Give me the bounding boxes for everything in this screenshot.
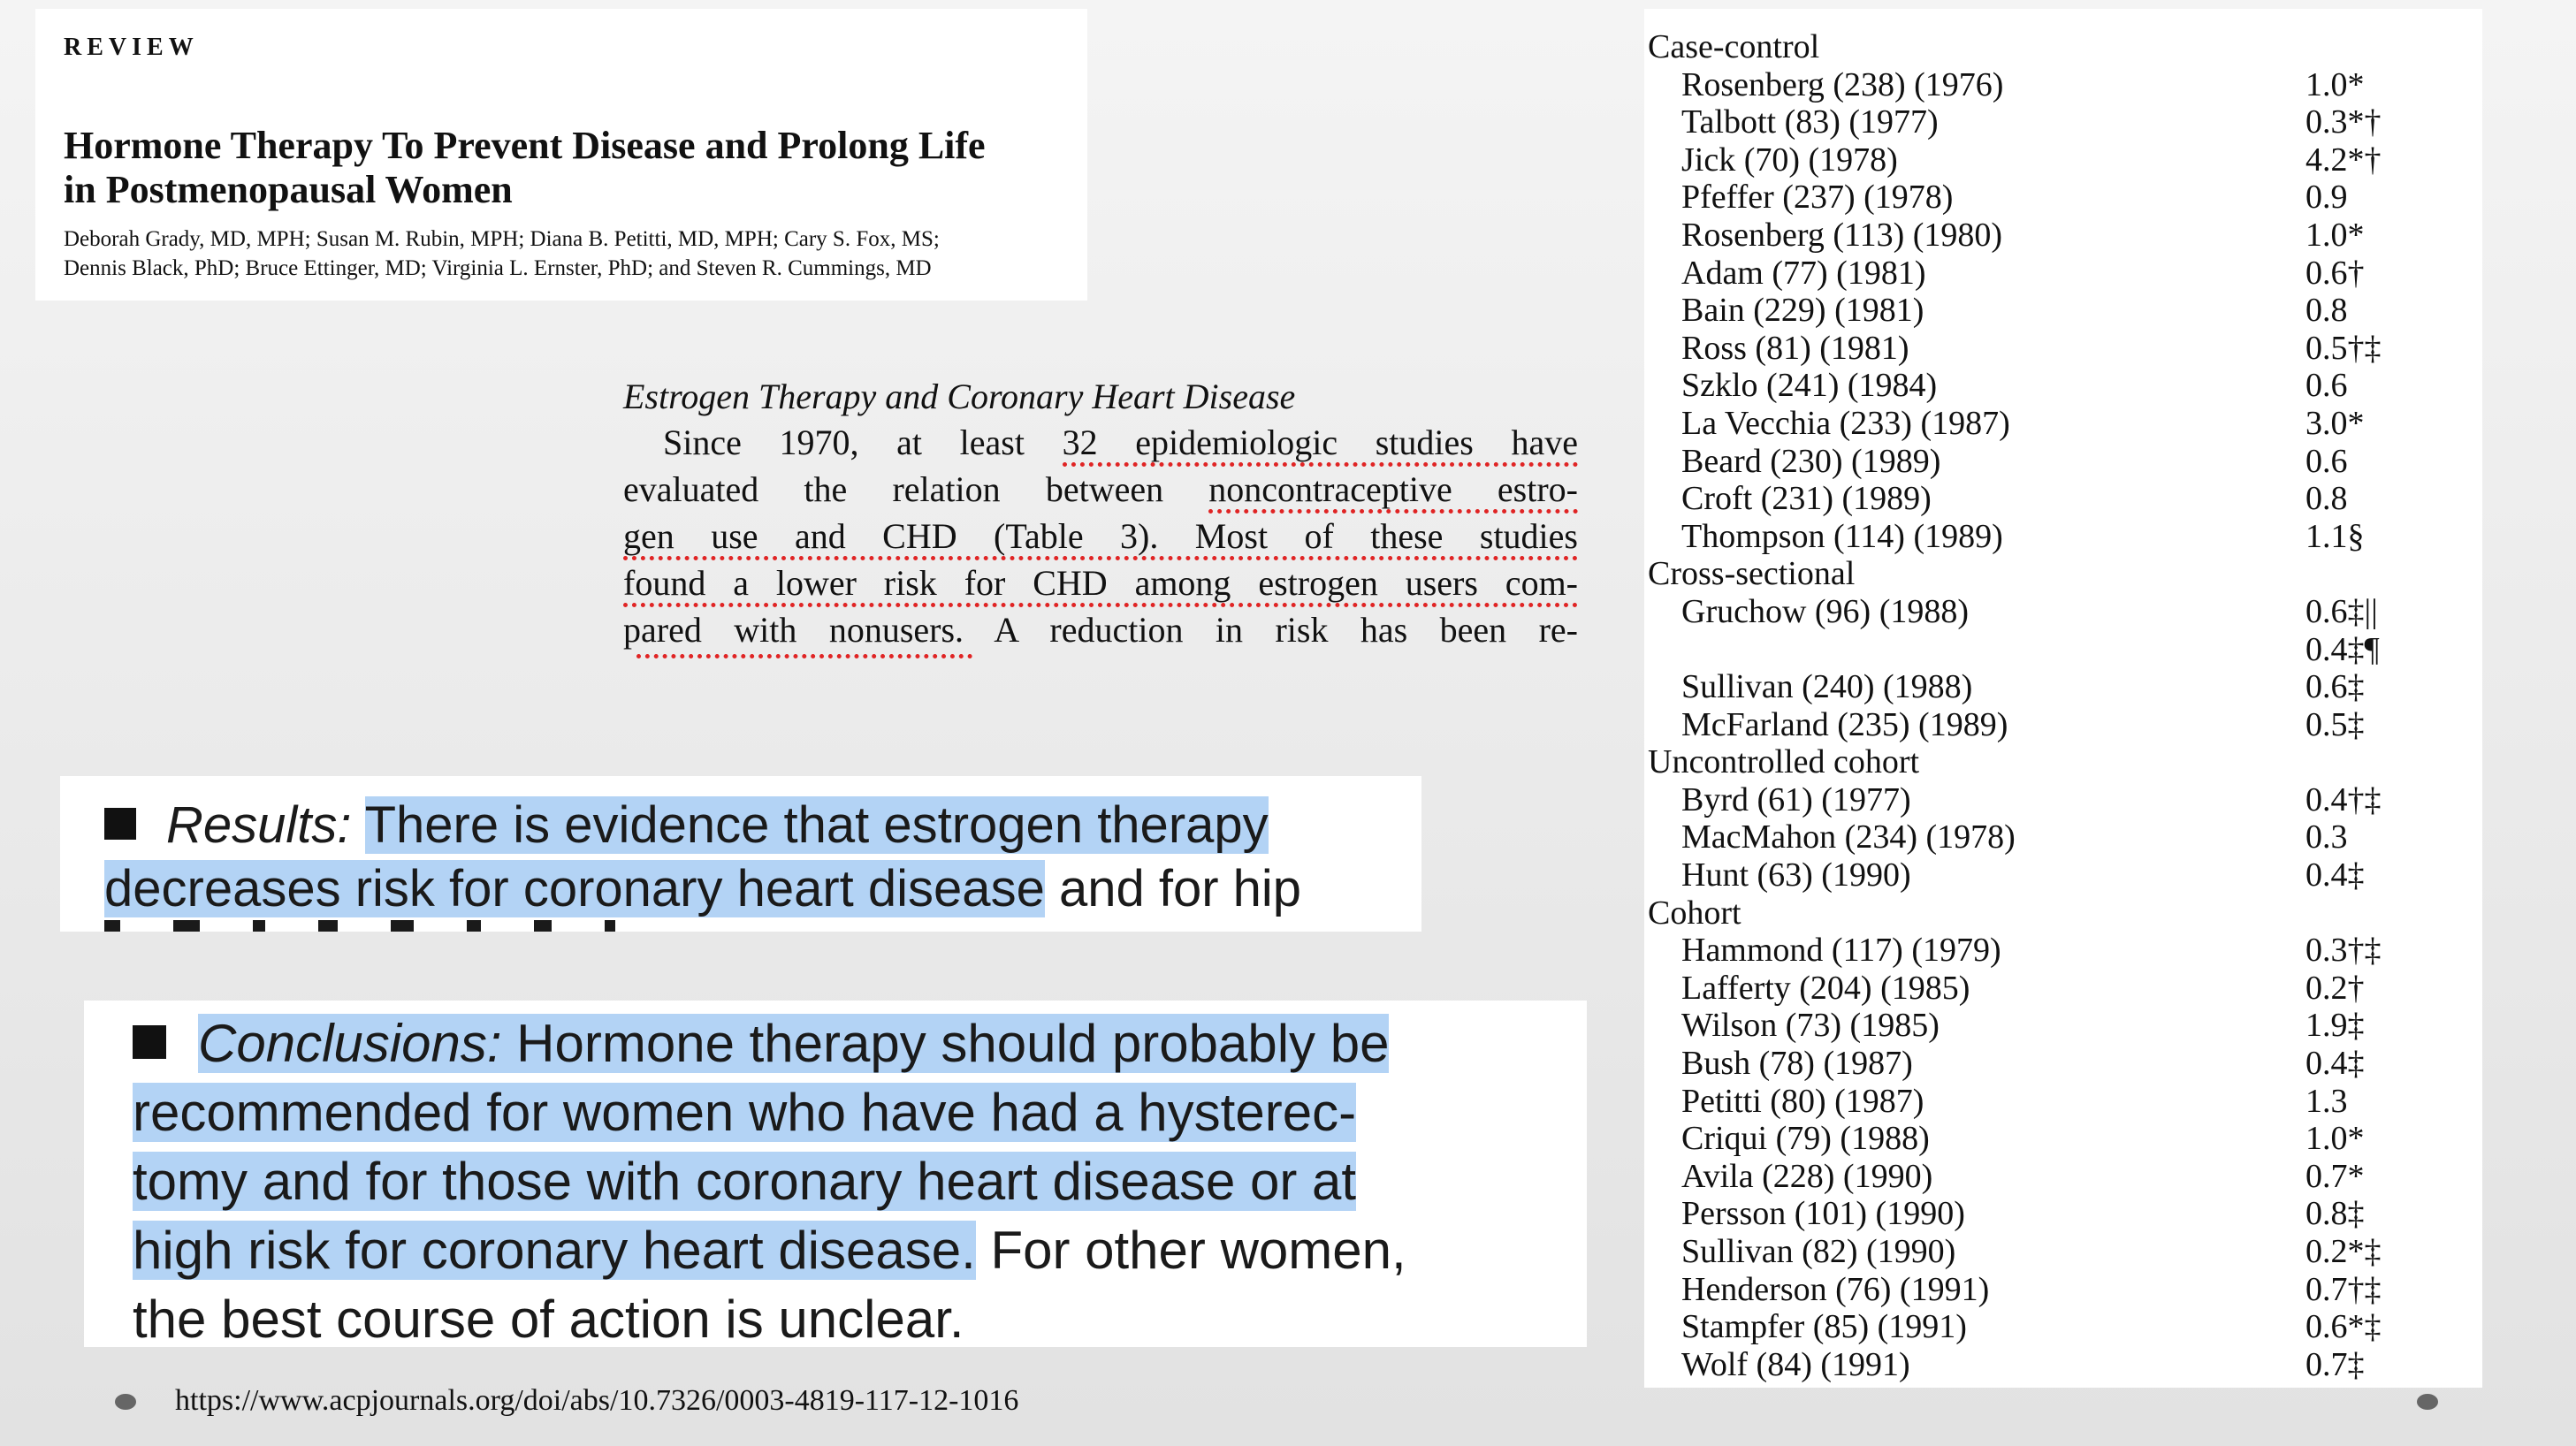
table-row [1644,1083,2482,1121]
results-line [104,794,1301,857]
study-table-body [1644,28,2482,1383]
table-row [1644,179,2482,217]
relative-risk-value: 0.7†‡ [2305,1270,2382,1308]
paper-title-line-2: in Postmenopausal Women [64,168,513,211]
square-bullet-icon [104,808,136,840]
relative-risk-value: 3.0* [2305,404,2365,442]
paper-header [35,9,1087,301]
author-line-1: Deborah Grady, MD, MPH; Susan M. Rubin, MPH; Diana B. Petitti, MD, MPH; Cary S. Fox, MS; [64,227,940,251]
table-row [1644,1045,2482,1083]
relative-risk-value: 1.3 [2305,1082,2348,1120]
relative-risk-value: 0.5†‡ [2305,329,2382,367]
results-text-rest: and for hip [1044,860,1302,917]
study-citation: Rosenberg (113) (1980) [1681,216,2003,254]
table-category-row [1644,28,2482,66]
relative-risk-value: 0.4‡ [2305,1045,2365,1083]
dotted-underline-text: found a lower risk for CHD among estrogen users com- [623,563,1578,607]
table-row [1644,781,2482,819]
source-url[interactable]: https://www.acpjournals.org/doi/abs/10.7326/0003-4819-117-12-1016 [175,1384,1019,1417]
table-row [1644,593,2482,631]
relative-risk-value: 0.6 [2305,442,2348,480]
study-citation: Croft (231) (1989) [1681,480,1932,518]
highlighted-text: recommended for women who have had a hysterec- [133,1083,1357,1142]
highlighted-text: Hormone therapy should probably be [501,1014,1390,1073]
study-citation: Szklo (241) (1984) [1681,367,1938,405]
study-citation: Adam (77) (1981) [1681,254,1926,292]
author-list [64,225,940,283]
dotted-underline-text: noncontraceptive estro- [1208,469,1578,514]
study-design-label: Cross-sectional [1648,555,1856,593]
table-row [1644,330,2482,368]
relative-risk-value: 0.6† [2305,254,2365,292]
excerpt-text: evaluated the relation between [623,469,1209,509]
study-citation: Wolf (84) (1991) [1681,1345,1910,1383]
paper-title-line-1: Hormone Therapy To Prevent Disease and Prolong Life [64,124,986,167]
relative-risk-value: 0.2*‡ [2305,1233,2382,1270]
paper-title [64,124,1080,212]
conclusions-line [133,1009,1406,1078]
study-citation: Avila (228) (1990) [1681,1157,1933,1195]
study-citation: Thompson (114) (1989) [1681,517,2003,555]
study-citation: Criqui (79) (1988) [1681,1120,1930,1158]
table-row [1644,518,2482,556]
table-row [1644,856,2482,894]
relative-risk-value: 0.7‡ [2305,1345,2365,1383]
study-citation: Talbott (83) (1977) [1681,103,1939,141]
study-citation: Henderson (76) (1991) [1681,1270,1990,1308]
table-row [1644,706,2482,744]
excerpt-text: pared with nonusers. A reduction in risk has been re- [623,610,1578,650]
relative-risk-value: 1.0* [2305,65,2365,103]
relative-risk-value: 1.9‡ [2305,1007,2365,1045]
table-row [1644,292,2482,330]
square-bullet-icon [133,1025,166,1059]
relative-risk-value: 1.1§ [2305,517,2365,555]
study-citation: Ross (81) (1981) [1681,329,1909,367]
study-citation: Sullivan (82) (1990) [1681,1233,1956,1270]
study-citation: La Vecchia (233) (1987) [1681,404,2010,442]
review-label: REVIEW [64,34,199,61]
relative-risk-value: 1.0* [2305,216,2365,254]
study-citation: Lafferty (204) (1985) [1681,969,1970,1007]
relative-risk-value: 0.8 [2305,292,2348,330]
study-citation: Wilson (73) (1985) [1681,1007,1940,1045]
relative-risk-value: 0.8 [2305,480,2348,518]
results-label: Results: [166,796,352,854]
relative-risk-value: 0.7* [2305,1157,2365,1195]
relative-risk-value: 0.4‡¶ [2305,630,2380,668]
relative-risk-value: 0.3 [2305,818,2348,856]
relative-risk-value: 0.6 [2305,367,2348,405]
table-row [1644,1195,2482,1233]
table-row [1644,668,2482,706]
relative-risk-value: 0.8‡ [2305,1195,2365,1233]
table-category-row [1644,743,2482,781]
dotted-underline-text: gen use and CHD (Table 3). Most of these studies [623,516,1578,560]
cropped-text-fragment [104,913,1421,932]
estrogen-excerpt [619,362,1582,658]
relative-risk-value: 0.9 [2305,179,2348,217]
conclusions-line [133,1078,1406,1147]
relative-risk-value: 0.6*‡ [2305,1308,2382,1346]
table-row [1644,970,2482,1008]
table-row [1644,1271,2482,1309]
relative-risk-value: 0.5‡ [2305,705,2365,743]
excerpt-line [623,468,1578,514]
study-citation: McFarland (235) (1989) [1681,705,2008,743]
conclusions-text-rest: the best course of action is unclear. [133,1290,964,1347]
relative-risk-value: 0.2† [2305,969,2365,1007]
dotted-underline-fragment [636,654,972,658]
conclusions-line [133,1285,1406,1347]
slide-bullet-icon [2417,1394,2438,1410]
table-row [1644,255,2482,293]
table-row [1644,405,2482,443]
study-design-label: Cohort [1648,894,1741,932]
study-citation: Stampfer (85) (1991) [1681,1308,1967,1346]
study-table [1644,9,2482,1388]
results-line [104,857,1301,921]
study-citation: Gruchow (96) (1988) [1681,592,1970,630]
study-citation: Pfeffer (237) (1978) [1681,179,1954,217]
relative-risk-value: 0.4†‡ [2305,780,2382,818]
table-row [1644,1158,2482,1196]
table-row [1644,367,2482,405]
highlighted-text: There is evidence that estrogen therapy [364,796,1269,854]
conclusions-abstract [84,1001,1587,1347]
conclusions-line [133,1216,1406,1285]
table-row [1644,631,2482,669]
study-citation: MacMahon (234) (1978) [1681,818,2016,856]
conclusions-text [133,1009,1406,1347]
table-row [1644,443,2482,481]
results-abstract [60,776,1421,932]
study-citation: Beard (230) (1989) [1681,442,1941,480]
relative-risk-value: 0.6‡|| [2305,592,2378,630]
excerpt-line [623,421,1578,468]
table-row [1644,1346,2482,1384]
conclusions-line [133,1147,1406,1216]
author-line-2: Dennis Black, PhD; Bruce Ettinger, MD; Virginia L. Ernster, PhD; and Steven R. Cummings, MD [64,256,932,280]
excerpt-paragraph [623,421,1578,655]
relative-risk-value: 0.4‡ [2305,856,2365,894]
table-row [1644,1007,2482,1045]
study-citation: Persson (101) (1990) [1681,1195,1965,1233]
relative-risk-value: 1.0* [2305,1120,2365,1158]
relative-risk-value: 4.2*† [2305,141,2382,179]
relative-risk-value: 0.3†‡ [2305,932,2382,970]
table-row [1644,1233,2482,1271]
conclusions-text-rest: For other women, [975,1221,1406,1280]
results-text [104,794,1301,921]
highlighted-text: tomy and for those with coronary heart disease or at [133,1152,1357,1211]
table-row [1644,1120,2482,1158]
study-design-label: Case-control [1648,28,1820,65]
study-citation: Bain (229) (1981) [1681,292,1924,330]
table-row [1644,1308,2482,1346]
table-category-row [1644,555,2482,593]
excerpt-line [623,561,1578,608]
conclusions-label: Conclusions: [198,1014,502,1073]
table-row [1644,818,2482,856]
relative-risk-value: 0.6‡ [2305,668,2365,706]
table-row [1644,103,2482,141]
study-design-label: Uncontrolled cohort [1648,743,1920,781]
study-citation: Bush (78) (1987) [1681,1045,1913,1083]
table-row [1644,141,2482,179]
study-citation: Hunt (63) (1990) [1681,856,1911,894]
study-citation: Sullivan (240) (1988) [1681,668,1973,706]
excerpt-line [623,608,1578,655]
highlighted-text: decreases risk for coronary heart disease [104,860,1045,917]
study-citation: Hammond (117) (1979) [1681,932,2001,970]
study-citation: Rosenberg (238) (1976) [1681,65,2004,103]
study-citation: Petitti (80) (1987) [1681,1082,1924,1120]
study-citation: Jick (70) (1978) [1681,141,1898,179]
table-row [1644,932,2482,970]
highlighted-text: high risk for coronary heart disease. [133,1221,976,1280]
study-citation: Byrd (61) (1977) [1681,780,1911,818]
table-row [1644,66,2482,104]
excerpt-text: Since 1970, at least [663,422,1063,462]
table-row [1644,217,2482,255]
slide-bullet-icon [115,1394,136,1410]
table-category-row [1644,894,2482,932]
section-heading: Estrogen Therapy and Coronary Heart Disease [623,377,1296,416]
excerpt-line [623,514,1578,561]
dotted-underline-text: 32 epidemiologic studies have [1063,422,1578,467]
relative-risk-value: 0.3*† [2305,103,2382,141]
table-row [1644,480,2482,518]
